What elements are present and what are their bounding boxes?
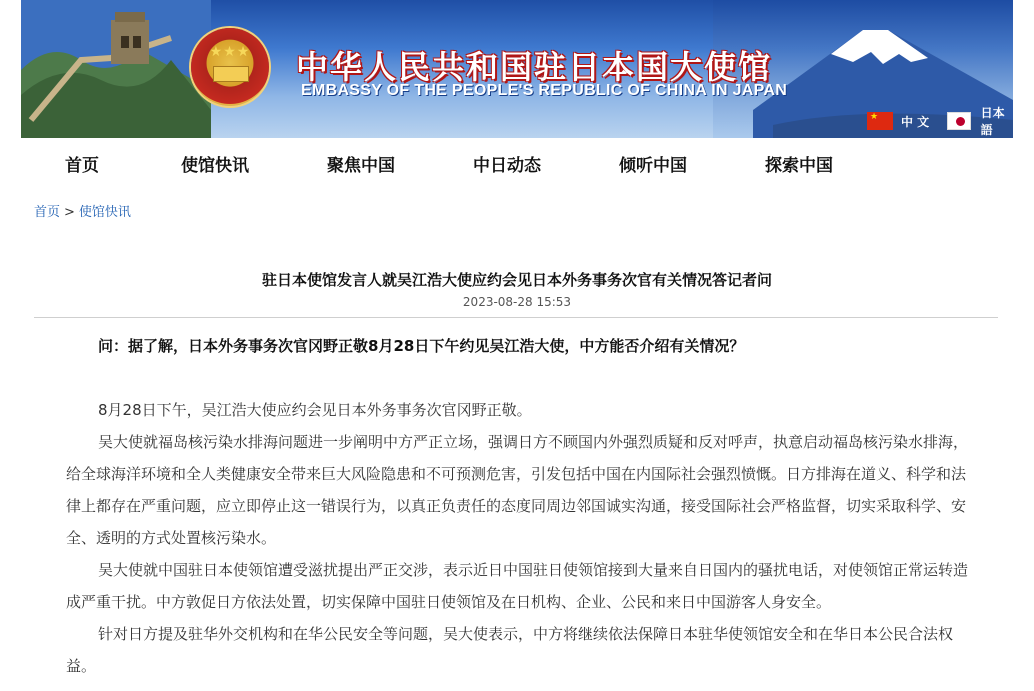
header-banner <box>21 0 1013 138</box>
nav-item-home[interactable]: 首页 <box>65 156 99 176</box>
nav-item-embassy-news[interactable]: 使馆快讯 <box>181 156 249 176</box>
china-flag-icon <box>867 112 893 130</box>
title-divider <box>34 317 998 318</box>
great-wall-image <box>21 0 211 138</box>
breadcrumb <box>34 201 131 220</box>
nav-item-listen-china[interactable]: 倾听中国 <box>619 156 687 176</box>
tiananmen-gate-icon <box>213 66 249 82</box>
breadcrumb-separator: > <box>64 205 75 220</box>
japan-flag-icon <box>947 112 971 130</box>
article-paragraph: 吴大使就中国驻日本使领馆遭受滋扰提出严正交涉，表示近日中国驻日使领馆接到大量来自日国内的骚扰电话，对使领馆正常运转造成严重干扰。中方敦促日方依法处置，切实保障中国驻日使领馆及在日机构、企业、公民和来日中国游客人身安全。 <box>66 561 969 611</box>
emblem-stars-icon: ★★★ <box>209 44 251 60</box>
main-navigation <box>21 139 1013 185</box>
article-question: 问：据了解，日本外务事务次官冈野正敬8月28日下午约见吴江浩大使，中方能否介绍有关情况？ <box>98 337 745 355</box>
article-paragraph: 吴大使就福岛核污染水排海问题进一步阐明中方严正立场，强调日方不顾国内外强烈质疑和反对呼声，执意启动福岛核污染水排海，给全球海洋环境和全人类健康安全带来巨大风险隐患和不可预测危害，引发包括中国在内国际社会强烈愤慨。日方排海在道义、科学和法律上都存在严重问题，应立即停止这一错误行为，以真正负责任的态度同周边邻国诚实沟通，接受国际社会严格监督，切实采取科学、安全、透明的方式处置核污染水。 <box>66 433 969 547</box>
breadcrumb-current-link[interactable]: 使馆快讯 <box>78 205 131 220</box>
article-paragraph: 8月28日下午，吴江浩大使应约会见日本外务事务次官冈野正敬。 <box>98 401 532 419</box>
language-chinese-link[interactable] <box>867 110 929 132</box>
article-paragraph: 针对日方提及驻华外交机构和在华公民安全等问题，吴大使表示，中方将继续依法保障日本驻华使领馆安全和在华日本公民合法权益。 <box>66 625 954 675</box>
article-body <box>66 330 968 682</box>
language-japanese-link[interactable] <box>947 106 1013 137</box>
breadcrumb-home-link[interactable]: 首页 <box>34 205 61 220</box>
site-title-chinese: 中华人民共和国驻日本国大使馆 <box>296 48 773 86</box>
national-emblem-icon <box>191 28 269 106</box>
nav-item-explore-china[interactable]: 探索中国 <box>765 156 833 176</box>
nav-item-focus-china[interactable]: 聚焦中国 <box>327 156 395 176</box>
language-japanese-label: 日本語 <box>980 106 1005 137</box>
article-date: 2023-08-28 15:53 <box>462 295 572 309</box>
site-title-english: EMBASSY OF THE PEOPLE'S REPUBLIC OF CHINA IN JAPAN <box>301 82 788 99</box>
language-chinese-label: 中 文 <box>901 114 930 129</box>
nav-item-china-japan[interactable]: 中日动态 <box>473 156 541 176</box>
article-title: 驻日本使馆发言人就吴江浩大使应约会见日本外务事务次官有关情况答记者问 <box>261 271 772 289</box>
